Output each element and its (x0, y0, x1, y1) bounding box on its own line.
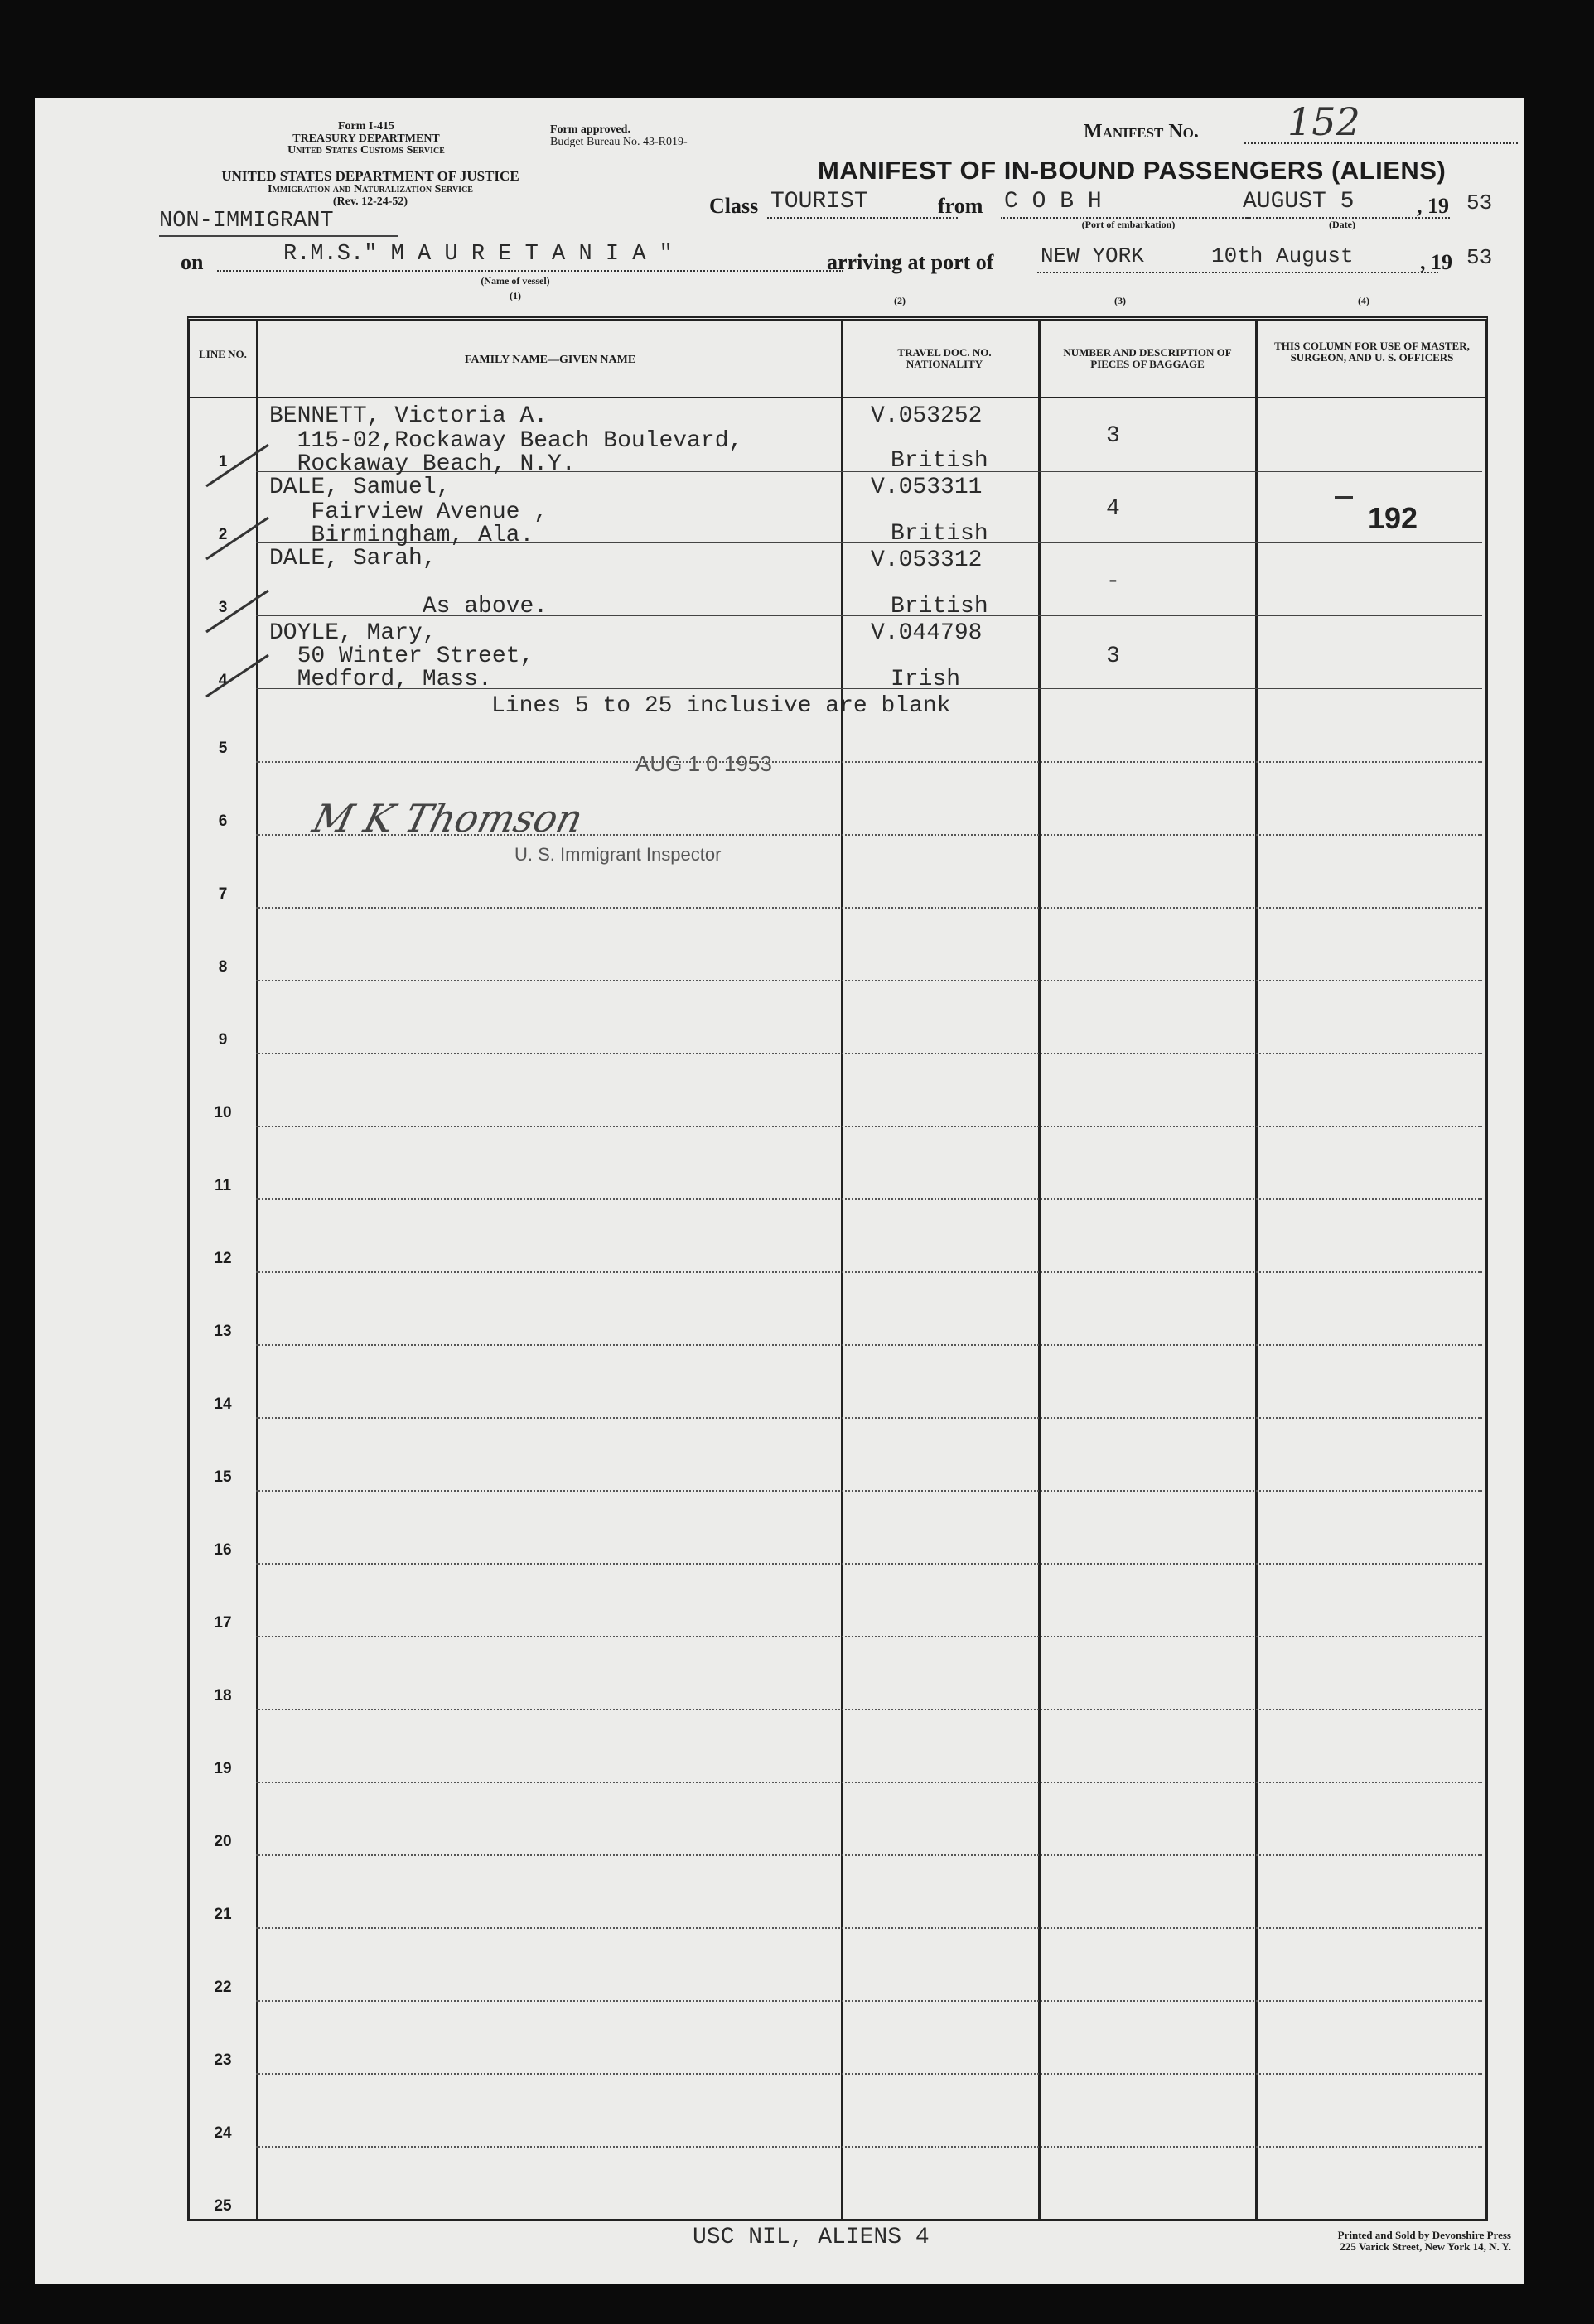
arriving-label: arriving at port of (827, 250, 994, 274)
printer-line-1: Printed and Sold by Devonshire Press (1337, 2229, 1511, 2241)
manifest-no-underline (1244, 142, 1518, 144)
line-number: 10 (214, 1104, 232, 1121)
line-number: 8 (218, 958, 228, 976)
row-rule (256, 1490, 1482, 1492)
passenger-address: 50 Winter Street, (269, 644, 534, 669)
line-number: 24 (214, 2124, 232, 2142)
row-rule (256, 1636, 1482, 1637)
line-number: 4 (218, 672, 228, 689)
port-underline (1037, 272, 1438, 273)
row-rule (256, 1198, 1482, 1200)
row-rule (256, 1927, 1482, 1929)
row-rule (256, 761, 1482, 763)
travel-doc-no: V.053252 (871, 403, 983, 429)
officer-dash (1335, 496, 1353, 499)
row-rule (256, 1126, 1482, 1127)
inspector-title: U. S. Immigrant Inspector (514, 844, 722, 865)
header-line-no: LINE NO. (199, 348, 247, 360)
arrival-year-prefix: , 19 (1420, 250, 1452, 274)
line-number: 21 (214, 1906, 232, 1923)
approval-block (550, 124, 799, 148)
travel-doc-no: V.053311 (871, 475, 983, 500)
row-rule (256, 1782, 1482, 1783)
line-number: 14 (214, 1396, 232, 1413)
row-rule (256, 1709, 1482, 1710)
class-label: Class (709, 194, 759, 218)
line-number: 20 (214, 1833, 232, 1850)
travel-doc-no: V.053312 (871, 547, 983, 573)
passenger-address: 115-02,Rockaway Beach Boulevard, (269, 428, 743, 454)
blank-lines-note: Lines 5 to 25 inclusive are blank (491, 693, 951, 719)
manifest-no-value: 152 (1287, 99, 1360, 144)
manifest-title: MANIFEST OF IN-BOUND PASSENGERS (ALIENS) (818, 156, 1447, 185)
year-prefix: , 19 (1417, 194, 1449, 218)
rev-label: (Rev. 12-24-52) (332, 195, 408, 208)
arrival-year: 53 (1466, 245, 1493, 270)
row-rule (256, 907, 1482, 909)
nationality: British (891, 448, 988, 474)
col-num-4: (4) (1358, 295, 1369, 306)
approved-label: Form approved. (550, 123, 630, 136)
nationality: Irish (891, 667, 961, 692)
manifest-page (35, 98, 1524, 2284)
row-rule (256, 1854, 1482, 1856)
passenger-table (187, 316, 1488, 2221)
col-num-1: (1) (510, 290, 521, 301)
passenger-name: DALE, Samuel, (269, 475, 451, 500)
passenger-address: Birmingham, Ala. (269, 523, 534, 548)
line-number: 23 (214, 2052, 232, 2069)
on-label: on (181, 250, 204, 274)
row-rule (256, 980, 1482, 981)
budget-label: Budget Bureau No. 43-R019- (550, 135, 688, 148)
check-marks (190, 420, 306, 702)
type-underline (159, 235, 398, 237)
col-num-3: (3) (1114, 295, 1126, 306)
manifest-no-label: Manifest No. (1084, 121, 1199, 142)
justice-label: UNITED STATES DEPARTMENT OF JUSTICE (221, 168, 519, 184)
line-number: 16 (214, 1541, 232, 1559)
printer-line-2: 225 Varick Street, New York 14, N. Y. (1340, 2240, 1511, 2253)
embark-caption: (Port of embarkation) (1081, 219, 1176, 230)
line-number: 11 (214, 1177, 232, 1194)
line-number: 5 (218, 740, 228, 757)
baggage-count: 3 (1106, 644, 1120, 669)
arrival-port: NEW YORK (1041, 243, 1144, 268)
passenger-address: Rockaway Beach, N.Y. (269, 451, 576, 477)
non-immigrant-type: NON-IMMIGRANT (159, 209, 334, 234)
summary-line: USC NIL, ALIENS 4 (693, 2225, 930, 2250)
line-number: 9 (218, 1031, 228, 1049)
row-rule (256, 2000, 1482, 2002)
baggage-count: 4 (1106, 496, 1120, 522)
passenger-address: Fairview Avenue , (269, 499, 548, 525)
from-label: from (938, 194, 983, 218)
line-number: 12 (214, 1250, 232, 1267)
treasury-label: TREASURY DEPARTMENT (292, 132, 440, 145)
header-baggage: NUMBER AND DESCRIPTION OF PIECES OF BAGGAGE (1063, 346, 1232, 371)
arrival-date: 10th August (1211, 243, 1354, 268)
passenger-address: As above. (269, 594, 548, 620)
arrival-date-stamp: AUG 1 0 1953 (635, 751, 772, 776)
row-rule (256, 2073, 1482, 2075)
departure-date: AUGUST 5 (1243, 189, 1355, 215)
line-number: 19 (214, 1760, 232, 1777)
row-rule (256, 1053, 1482, 1054)
baggage-count: 3 (1106, 423, 1120, 449)
passenger-name: DOYLE, Mary, (269, 620, 437, 646)
vessel-underline (217, 270, 843, 272)
vessel-caption: (Name of vessel) (481, 275, 550, 287)
col-divider (841, 321, 843, 2219)
travel-doc-no: V.044798 (871, 620, 983, 646)
year-value: 53 (1466, 190, 1493, 215)
class-value: TOURIST (770, 189, 868, 215)
line-number: 7 (218, 885, 228, 903)
customs-label: United States Customs Service (287, 144, 445, 157)
line-number: 2 (218, 526, 228, 543)
baggage-count: - (1106, 569, 1120, 595)
passenger-name: DALE, Sarah, (269, 546, 437, 571)
inspector-signature: M K Thomson (308, 796, 587, 841)
immigration-label: Immigration and Naturalization Service (268, 182, 473, 195)
col-num-2: (2) (894, 295, 906, 306)
header-officers: THIS COLUMN FOR USE OF MASTER, SURGEON, AND U. S. OFFICERS (1274, 340, 1470, 364)
col-divider (1038, 321, 1041, 2219)
header-travel-doc: TRAVEL DOC. NO. NATIONALITY (897, 346, 992, 371)
form-block (242, 121, 490, 157)
col-divider (1255, 321, 1258, 2219)
passenger-name: BENNETT, Victoria A. (269, 403, 548, 429)
row-rule (256, 2146, 1482, 2148)
line-number: 3 (218, 599, 228, 616)
row-rule (256, 834, 1482, 836)
line-number: 13 (214, 1323, 232, 1340)
header-rule (190, 397, 1485, 398)
line-number: 18 (214, 1687, 232, 1704)
from-value: C O B H (1004, 189, 1102, 215)
officer-number: 192 (1368, 501, 1418, 535)
row-rule (256, 1417, 1482, 1419)
line-number: 1 (218, 453, 228, 470)
line-number: 25 (214, 2197, 232, 2215)
vessel-name: R.M.S." M A U R E T A N I A " (283, 242, 673, 267)
passenger-address: Medford, Mass. (269, 667, 492, 692)
printer-block (1163, 2230, 1511, 2252)
nationality: British (891, 521, 988, 547)
line-number: 22 (214, 1979, 232, 1996)
date-caption: (Date) (1329, 219, 1355, 230)
line-number: 17 (214, 1614, 232, 1632)
class-underline (767, 217, 958, 219)
line-number: 6 (218, 812, 228, 830)
line-number: 15 (214, 1468, 232, 1486)
row-rule (256, 1271, 1482, 1273)
justice-block (176, 169, 565, 208)
form-number: Form I-415 (337, 120, 395, 133)
row-rule (256, 1563, 1482, 1565)
nationality: British (891, 594, 988, 620)
row-rule (256, 1344, 1482, 1346)
header-name: FAMILY NAME—GIVEN NAME (464, 354, 636, 366)
